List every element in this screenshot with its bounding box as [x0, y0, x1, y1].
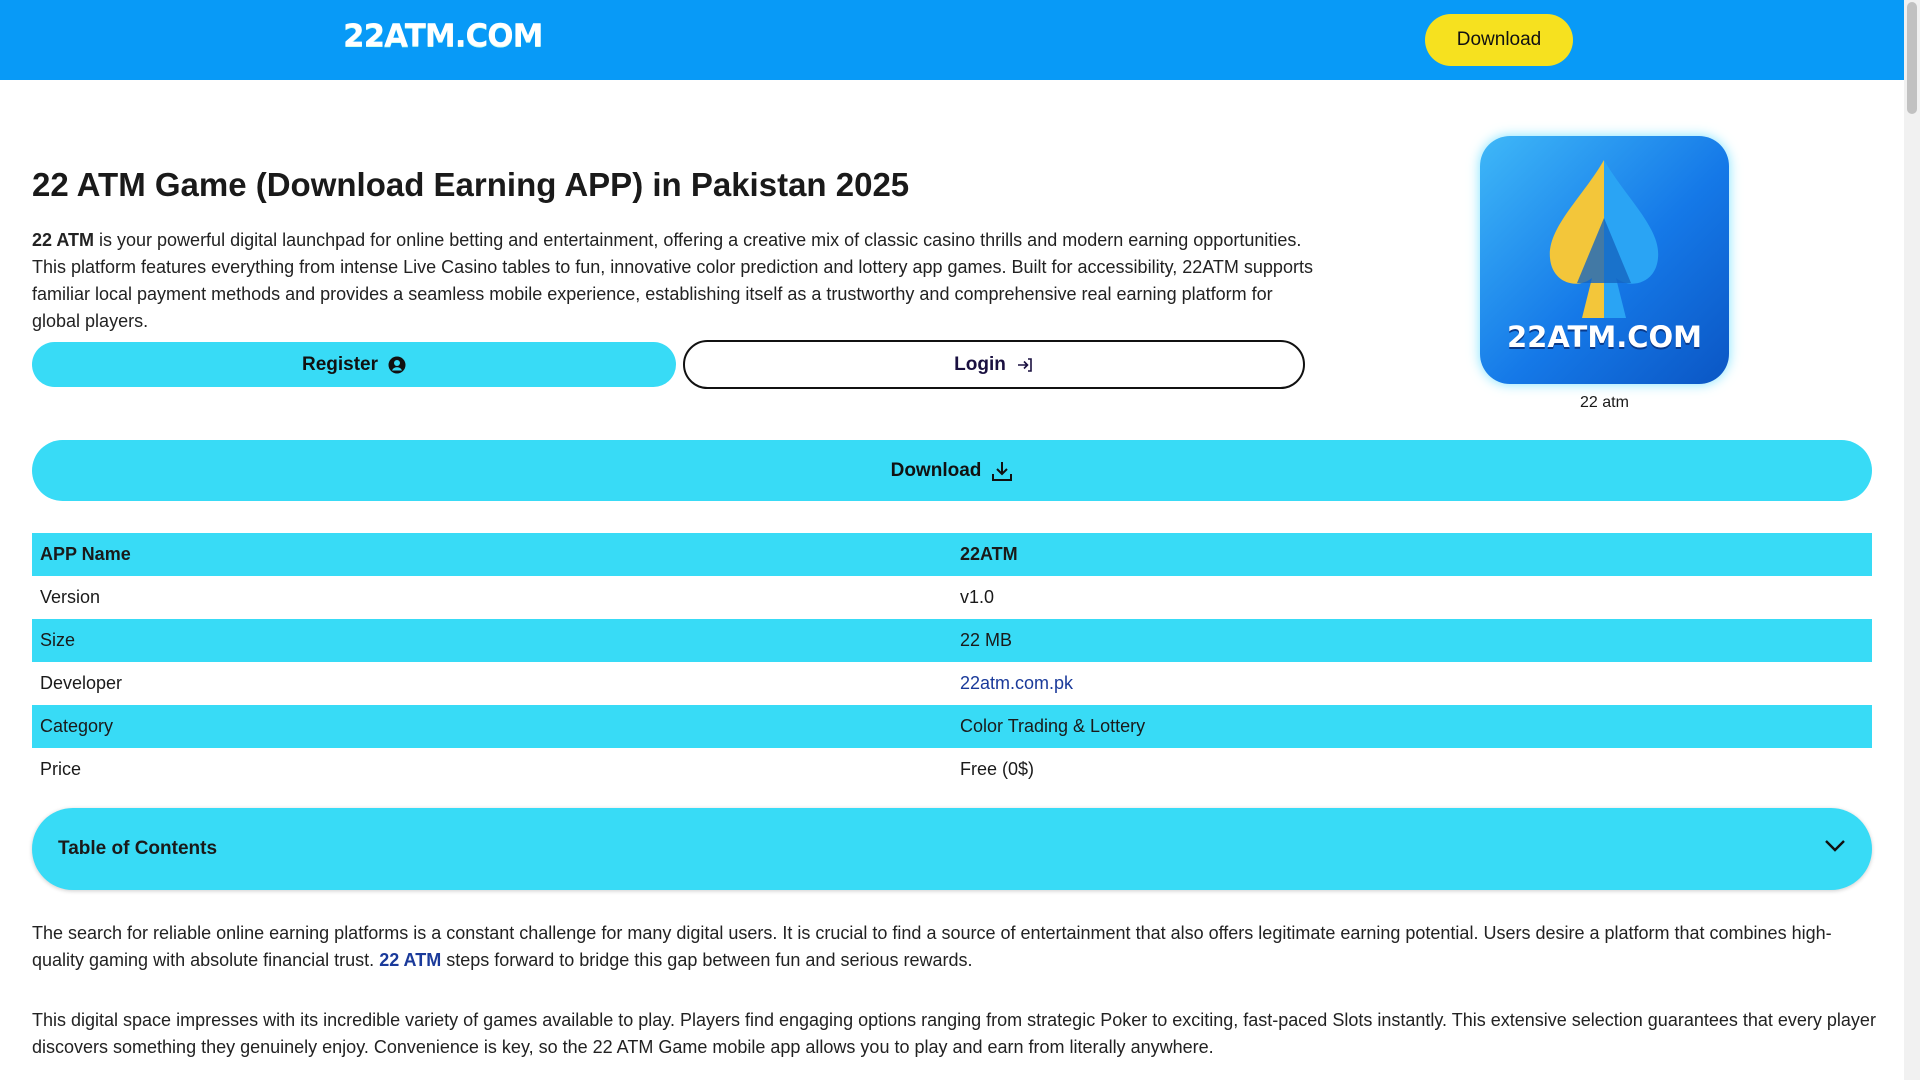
chevron-down-icon [1824, 839, 1846, 853]
table-row [32, 705, 1872, 748]
user-icon [388, 356, 406, 374]
toc-label: Table of Contents [58, 838, 218, 859]
table-row [32, 619, 1872, 662]
row-label: Category [40, 716, 114, 736]
row-value: Color Trading & Lottery [960, 716, 1146, 736]
paragraph-1 [32, 920, 1877, 974]
row-value: 22ATM [960, 544, 1018, 564]
table-of-contents-toggle[interactable] [32, 808, 1872, 890]
row-label: APP Name [40, 544, 131, 564]
table-row [32, 662, 1872, 705]
intro-bold: 22 ATM [32, 230, 95, 250]
table-row [32, 533, 1872, 576]
site-logo[interactable]: 22ATM.COM [343, 18, 543, 54]
row-label: Size [40, 630, 76, 650]
login-icon [1016, 356, 1034, 374]
app-icon-caption: 22 atm [1580, 394, 1629, 411]
scrollbar[interactable] [1904, 0, 1920, 1080]
register-label: Register [301, 353, 379, 375]
row-value: Free (0$) [960, 759, 1035, 779]
row-label: Developer [40, 673, 123, 693]
table-row [32, 576, 1872, 619]
row-value: v1.0 [960, 587, 995, 607]
register-button[interactable] [32, 342, 676, 387]
row-value: 22 MB [960, 630, 1013, 650]
download-button[interactable] [32, 440, 1872, 501]
download-icon [991, 460, 1013, 482]
row-label: Price [40, 759, 82, 779]
site-header [0, 0, 1904, 80]
p1-text: The search for reliable online earning platforms is a constant challenge for many digital users. It is crucial to find a source of entertainment that also offers legitimate earning potential. Users desire a platform that combines high-quality gaming with absolute financial trust. [32, 923, 1832, 970]
intro-body: is your powerful digital launchpad for online betting and entertainment, offering a creative mix of classic casino thrills and modern earning opportunities. This platform features everything from intense Live Casino tables to fun, innovative color prediction and lottery app games. Built for accessibility, 22ATM supports familiar local payment methods and provides a seamless mobile experience, establishing itself as a trustworthy and comprehensive real earning platform for global players. [32, 230, 1313, 331]
download-label: Download [890, 459, 982, 481]
developer-link[interactable]: 22atm.com.pk [960, 673, 1074, 693]
row-label: Version [40, 587, 101, 607]
22atm-link[interactable]: 22 ATM [379, 950, 442, 970]
login-button[interactable] [683, 340, 1305, 389]
page-title: 22 ATM Game (Download Earning APP) in Pakistan 2025 [32, 166, 910, 203]
table-row [32, 748, 1872, 791]
login-label: Login [954, 353, 1006, 375]
intro-text [32, 227, 1317, 335]
spade-logo-icon [1542, 158, 1667, 318]
p1-text-end: steps forward to bridge this gap between fun and serious rewards. [441, 950, 973, 970]
app-info-table [32, 533, 1872, 791]
app-icon-image [1480, 136, 1729, 384]
header-download-button[interactable]: Download [1425, 14, 1573, 66]
app-icon-logo-text: 22ATM.COM [1507, 320, 1702, 354]
scrollbar-thumb[interactable] [1907, 2, 1917, 114]
paragraph-2: This digital space impresses with its incredible variety of games available to play. Players find engaging options ranging from strategic Poker to exciting, fast-paced Slots instantly. This extensive selection guarantees that every player discovers something they genuinely enjoy. Convenience is key, so the 22 ATM Game mobile app allows you to play and earn from literally anywhere. [32, 1010, 1876, 1057]
